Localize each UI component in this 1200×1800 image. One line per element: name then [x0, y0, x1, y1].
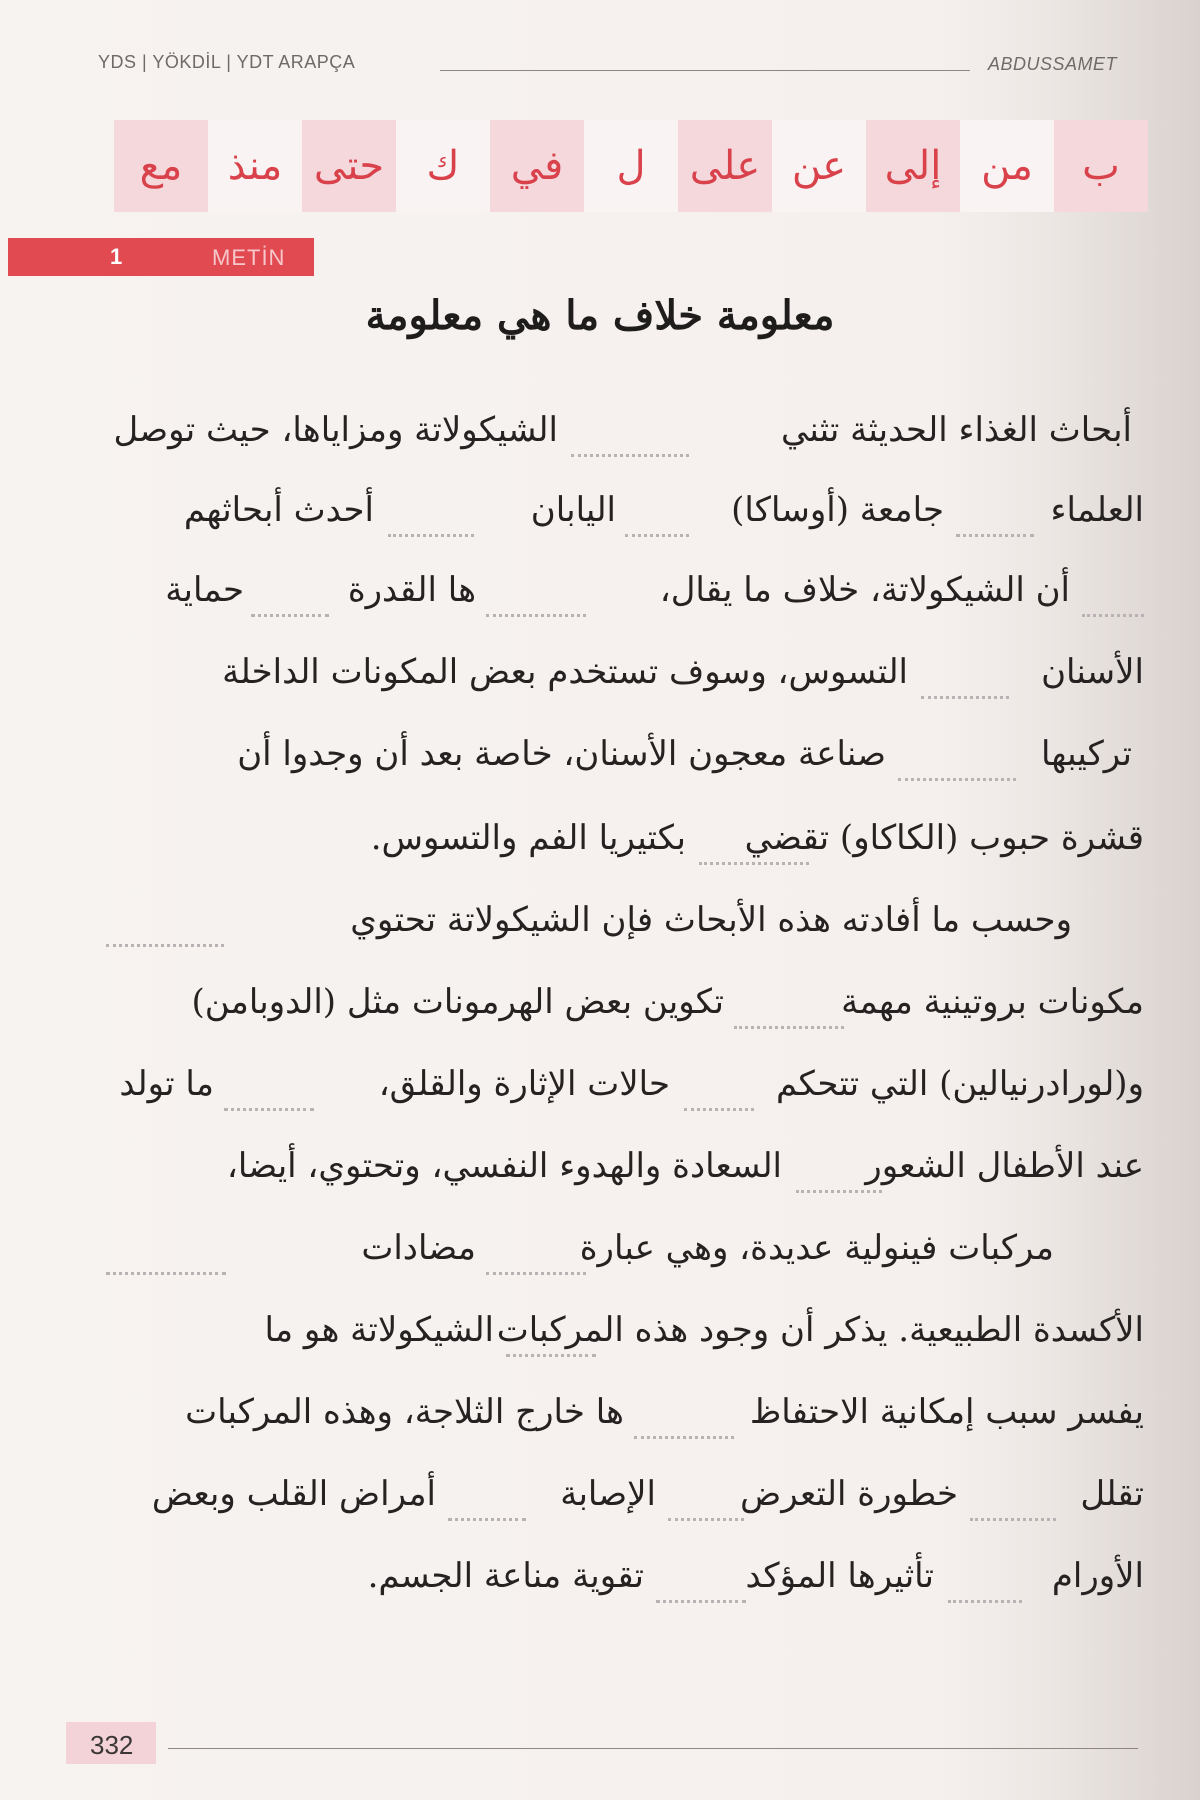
header-author: ABDUSSAMET [988, 54, 1118, 74]
text-segment: مضادات [361, 1228, 476, 1268]
text-segment: مركبات فينولية عديدة، وهي عبارة [579, 1228, 1054, 1268]
blank-gap [625, 534, 689, 537]
text-segment: تأثيرها المؤكد [745, 1556, 934, 1596]
preposition-item: مع [114, 120, 208, 212]
text-segment: بكتيريا الفم والتسوس. [370, 818, 686, 858]
preposition-item: حتى [302, 120, 396, 212]
blank-gap [734, 1026, 844, 1029]
blank-gap [684, 1108, 754, 1111]
section-label: METİN [212, 245, 286, 270]
text-line [84, 1310, 1144, 1370]
blank-gap [956, 534, 1034, 537]
text-segment: حالات الإثارة والقلق، [378, 1064, 670, 1104]
section-badge [8, 238, 314, 276]
text-segment: أبحاث الغذاء الحديثة تثني [780, 410, 1132, 450]
blank-gap [388, 534, 474, 537]
header-course-title: YDS | YÖKDİL | YDT ARAPÇA [98, 52, 356, 72]
blank-gap [106, 1272, 226, 1275]
blank-gap [948, 1600, 1022, 1603]
text-line [84, 570, 1144, 630]
text-segment: ها القدرة [347, 570, 476, 610]
text-segment: ما تولد [119, 1064, 214, 1104]
blank-gap [224, 1108, 314, 1111]
blank-gap [1082, 614, 1144, 617]
text-segment: قشرة حبوب (الكاكاو) تقضي [744, 818, 1144, 858]
preposition-item: ب [1054, 120, 1148, 212]
blank-gap [970, 1518, 1056, 1521]
text-segment: أحدث أبحاثهم [183, 490, 374, 530]
preposition-item: عن [772, 120, 866, 212]
text-segment: و(لورادرنيالين) التي تتحكم [776, 1064, 1144, 1104]
text-segment: خطورة التعرض [740, 1474, 958, 1514]
text-line [84, 734, 1144, 794]
blank-gap [251, 614, 329, 617]
page-number: 332 [90, 1730, 134, 1760]
text-line [84, 1064, 1144, 1124]
text-segment: تركيبها [1041, 734, 1132, 774]
text-segment: تقلل [1080, 1474, 1144, 1514]
text-line [84, 1228, 1144, 1288]
preposition-item: منذ [208, 120, 302, 212]
blank-gap [571, 454, 689, 457]
text-line [84, 490, 1144, 550]
text-segment: السعادة والهدوء النفسي، وتحتوي، أيضا، [226, 1146, 782, 1186]
preposition-item: على [678, 120, 772, 212]
blank-gap [921, 696, 1009, 699]
text-segment: أن الشيكولاتة، خلاف ما يقال، [659, 570, 1070, 610]
blank-gap [656, 1600, 746, 1603]
section-number: 1 [110, 244, 123, 269]
text-title: معلومة خلاف ما هي معلومة [365, 292, 835, 339]
footer-rule [168, 1748, 1138, 1749]
preposition-item: إلى [866, 120, 960, 212]
preposition-item: في [490, 120, 584, 212]
text-line [84, 1392, 1144, 1452]
blank-gap [506, 1354, 596, 1357]
text-segment: الإصابة [560, 1474, 656, 1514]
text-line [84, 1474, 1144, 1534]
text-segment: عند الأطفال الشعور [865, 1146, 1144, 1186]
text-line [84, 1556, 1144, 1616]
text-line [84, 652, 1144, 712]
text-line [84, 1146, 1144, 1206]
text-segment: وحسب ما أفادته هذه الأبحاث فإن الشيكولاتة تحتوي [350, 900, 1072, 940]
preposition-item: ل [584, 120, 678, 212]
text-segment: ها خارج الثلاجة، وهذه المركبات [185, 1392, 624, 1432]
blank-gap [448, 1518, 526, 1521]
text-segment: الشيكولاتة هو ما [264, 1310, 494, 1350]
text-segment: يفسر سبب إمكانية الاحتفاظ [749, 1392, 1144, 1432]
text-segment: أمراض القلب وبعض [151, 1474, 436, 1514]
text-segment: الأورام [1051, 1556, 1144, 1596]
preposition-item: ك [396, 120, 490, 212]
text-segment: الأكسدة الطبيعية. يذكر أن وجود هذه المركبات [496, 1310, 1144, 1350]
text-line [84, 900, 1144, 960]
text-segment: الأسنان [1041, 652, 1144, 692]
text-segment: تكوين بعض الهرمونات مثل (الدوبامن) [191, 982, 724, 1022]
text-segment: صناعة معجون الأسنان، خاصة بعد أن وجدوا أن [237, 734, 886, 774]
preposition-item: من [960, 120, 1054, 212]
text-segment: حماية [165, 570, 244, 610]
blank-gap [486, 1272, 586, 1275]
text-segment: تقوية مناعة الجسم. [367, 1556, 644, 1596]
text-segment: الشيكولاتة ومزاياها، حيث توصل [113, 410, 558, 450]
blank-gap [796, 1190, 882, 1193]
prepositions-strip [108, 120, 1148, 212]
blank-gap [634, 1436, 734, 1439]
blank-gap [699, 862, 809, 865]
blank-gap [668, 1518, 744, 1521]
text-segment: جامعة (أوساكا) [731, 490, 944, 530]
text-line [84, 818, 1144, 878]
text-segment: اليابان [530, 490, 616, 530]
header-rule [440, 70, 970, 71]
text-line [84, 410, 1144, 470]
text-segment: مكونات بروتينية مهمة [841, 982, 1144, 1022]
text-segment: التسوس، وسوف تستخدم بعض المكونات الداخلة [222, 652, 908, 692]
blank-gap [486, 614, 586, 617]
blank-gap [898, 778, 1016, 781]
text-line [84, 982, 1144, 1042]
text-segment: العلماء [1050, 490, 1144, 530]
blank-gap [106, 944, 224, 947]
